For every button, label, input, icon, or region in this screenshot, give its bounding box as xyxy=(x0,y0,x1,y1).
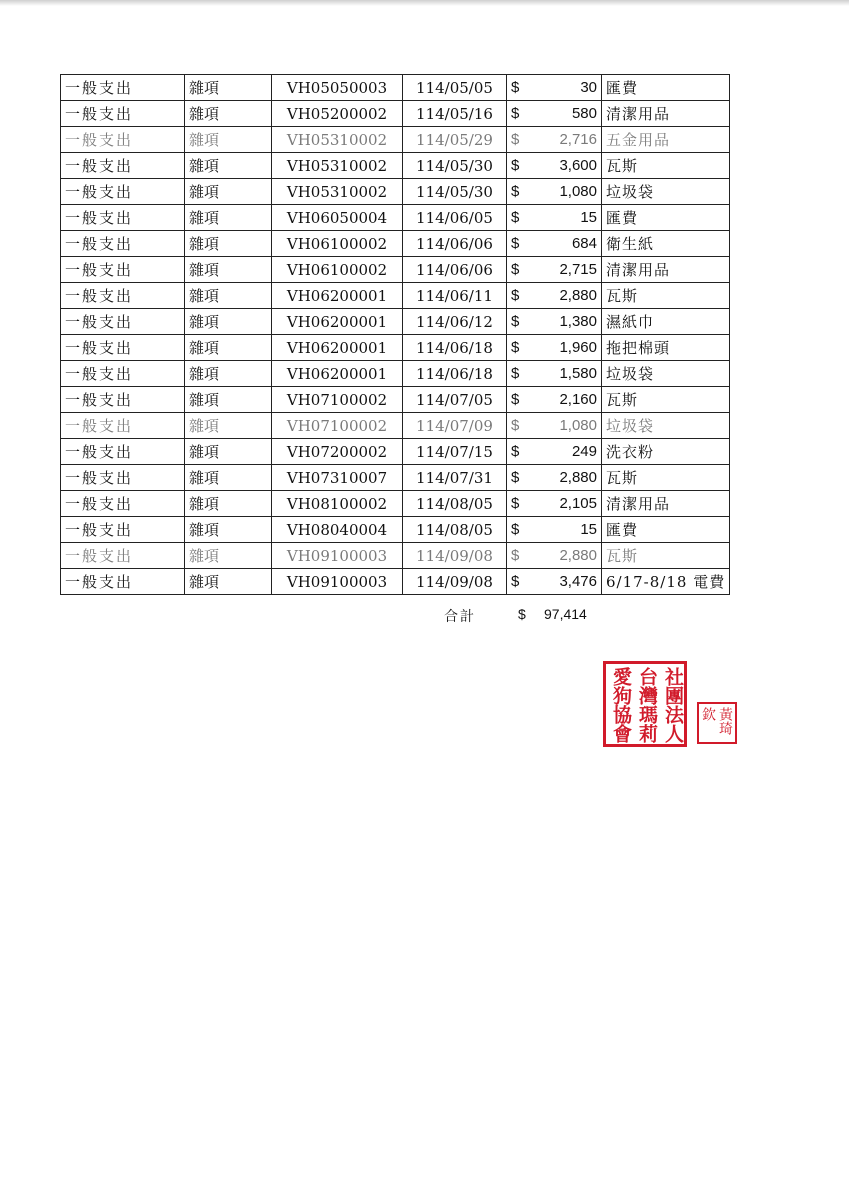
date-cell: 114/05/16 xyxy=(403,101,507,127)
seal-column: 愛狗協會 xyxy=(610,667,632,743)
category-cell: 雜項 xyxy=(185,153,272,179)
description-cell: 洗衣粉 xyxy=(602,439,730,465)
currency-symbol: $ xyxy=(511,157,520,174)
category-cell: 雜項 xyxy=(185,257,272,283)
seal-column: 台灣瑪莉 xyxy=(636,667,658,743)
table-row xyxy=(61,101,730,127)
date-cell: 114/06/18 xyxy=(403,361,507,387)
amount-cell xyxy=(507,205,602,231)
date-cell: 114/09/08 xyxy=(403,543,507,569)
amount-value: 249 xyxy=(571,443,597,460)
currency-symbol: $ xyxy=(511,365,520,382)
currency-symbol: $ xyxy=(511,209,520,226)
expense-type-cell: 一般支出 xyxy=(61,127,185,153)
currency-symbol: $ xyxy=(511,573,520,590)
amount-value: 3,476 xyxy=(559,573,597,590)
amount-cell xyxy=(507,231,602,257)
amount-cell xyxy=(507,127,602,153)
scan-edge xyxy=(0,0,849,6)
date-cell: 114/07/05 xyxy=(403,387,507,413)
table-row xyxy=(61,361,730,387)
currency-symbol: $ xyxy=(511,79,520,96)
amount-cell xyxy=(507,491,602,517)
amount-value: 30 xyxy=(580,79,597,96)
description-cell: 瓦斯 xyxy=(602,153,730,179)
date-cell: 114/05/05 xyxy=(403,75,507,101)
expense-type-cell: 一般支出 xyxy=(61,413,185,439)
expense-type-cell: 一般支出 xyxy=(61,75,185,101)
amount-cell xyxy=(507,335,602,361)
amount-value: 2,160 xyxy=(559,391,597,408)
voucher-number-cell: VH06200001 xyxy=(272,283,403,309)
voucher-number-cell: VH06050004 xyxy=(272,205,403,231)
voucher-number-cell: VH07200002 xyxy=(272,439,403,465)
amount-cell xyxy=(507,283,602,309)
expense-type-cell: 一般支出 xyxy=(61,465,185,491)
voucher-number-cell: VH05310002 xyxy=(272,127,403,153)
category-cell: 雜項 xyxy=(185,439,272,465)
voucher-number-cell: VH07310007 xyxy=(272,465,403,491)
amount-value: 2,105 xyxy=(559,495,597,512)
amount-cell xyxy=(507,387,602,413)
category-cell: 雜項 xyxy=(185,517,272,543)
currency-symbol: $ xyxy=(511,131,520,148)
voucher-number-cell: VH08100002 xyxy=(272,491,403,517)
amount-cell xyxy=(507,257,602,283)
description-cell: 瓦斯 xyxy=(602,387,730,413)
voucher-number-cell: VH09100003 xyxy=(272,543,403,569)
table-row xyxy=(61,75,730,101)
date-cell: 114/06/05 xyxy=(403,205,507,231)
expense-type-cell: 一般支出 xyxy=(61,491,185,517)
amount-value: 1,580 xyxy=(559,365,597,382)
total-row xyxy=(440,606,700,628)
category-cell: 雜項 xyxy=(185,413,272,439)
description-cell: 瓦斯 xyxy=(602,543,730,569)
category-cell: 雜項 xyxy=(185,75,272,101)
currency-symbol: $ xyxy=(511,105,520,122)
amount-value: 1,080 xyxy=(559,417,597,434)
expense-type-cell: 一般支出 xyxy=(61,283,185,309)
description-cell: 6/17-8/18 電費 xyxy=(602,569,730,595)
category-cell: 雜項 xyxy=(185,387,272,413)
amount-cell xyxy=(507,153,602,179)
expense-type-cell: 一般支出 xyxy=(61,335,185,361)
description-cell: 五金用品 xyxy=(602,127,730,153)
currency-symbol: $ xyxy=(511,287,520,304)
description-cell: 垃圾袋 xyxy=(602,413,730,439)
currency-symbol: $ xyxy=(511,469,520,486)
date-cell: 114/09/08 xyxy=(403,569,507,595)
amount-value: 1,080 xyxy=(559,183,597,200)
amount-cell xyxy=(507,517,602,543)
description-cell: 瓦斯 xyxy=(602,465,730,491)
seal-column: 社團法人 xyxy=(662,667,684,743)
amount-value: 3,600 xyxy=(559,157,597,174)
date-cell: 114/05/30 xyxy=(403,153,507,179)
description-cell: 衛生紙 xyxy=(602,231,730,257)
currency-symbol: $ xyxy=(511,391,520,408)
date-cell: 114/06/12 xyxy=(403,309,507,335)
amount-cell xyxy=(507,569,602,595)
amount-value: 2,880 xyxy=(559,469,597,486)
table-row xyxy=(61,205,730,231)
category-cell: 雜項 xyxy=(185,179,272,205)
date-cell: 114/06/11 xyxy=(403,283,507,309)
category-cell: 雜項 xyxy=(185,127,272,153)
amount-cell xyxy=(507,309,602,335)
category-cell: 雜項 xyxy=(185,465,272,491)
date-cell: 114/08/05 xyxy=(403,491,507,517)
voucher-number-cell: VH07100002 xyxy=(272,387,403,413)
table-row xyxy=(61,179,730,205)
currency-symbol: $ xyxy=(511,443,520,460)
currency-symbol: $ xyxy=(511,547,520,564)
amount-value: 684 xyxy=(571,235,597,252)
currency-symbol: $ xyxy=(511,339,520,356)
amount-value: 1,380 xyxy=(559,313,597,330)
voucher-number-cell: VH05310002 xyxy=(272,179,403,205)
amount-value: 15 xyxy=(580,209,597,226)
description-cell: 瓦斯 xyxy=(602,283,730,309)
currency-symbol: $ xyxy=(511,183,520,200)
total-amount: 97,414 xyxy=(544,606,587,622)
date-cell: 114/07/15 xyxy=(403,439,507,465)
table-row xyxy=(61,309,730,335)
voucher-number-cell: VH05200002 xyxy=(272,101,403,127)
table-row xyxy=(61,543,730,569)
seal-column: 欽 xyxy=(700,707,716,721)
date-cell: 114/06/06 xyxy=(403,231,507,257)
amount-value: 2,716 xyxy=(559,131,597,148)
category-cell: 雜項 xyxy=(185,309,272,335)
organization-seal xyxy=(603,661,687,747)
table-row xyxy=(61,335,730,361)
ledger-body xyxy=(61,75,730,595)
currency-symbol: $ xyxy=(511,495,520,512)
expense-type-cell: 一般支出 xyxy=(61,101,185,127)
expense-type-cell: 一般支出 xyxy=(61,309,185,335)
amount-cell xyxy=(507,361,602,387)
description-cell: 濕紙巾 xyxy=(602,309,730,335)
expense-type-cell: 一般支出 xyxy=(61,387,185,413)
amount-value: 1,960 xyxy=(559,339,597,356)
date-cell: 114/05/30 xyxy=(403,179,507,205)
amount-value: 2,880 xyxy=(559,287,597,304)
expense-type-cell: 一般支出 xyxy=(61,439,185,465)
expense-type-cell: 一般支出 xyxy=(61,153,185,179)
voucher-number-cell: VH06200001 xyxy=(272,361,403,387)
table-row xyxy=(61,491,730,517)
voucher-number-cell: VH06200001 xyxy=(272,309,403,335)
description-cell: 匯費 xyxy=(602,517,730,543)
table-row xyxy=(61,153,730,179)
date-cell: 114/05/29 xyxy=(403,127,507,153)
category-cell: 雜項 xyxy=(185,361,272,387)
expense-type-cell: 一般支出 xyxy=(61,569,185,595)
category-cell: 雜項 xyxy=(185,491,272,517)
description-cell: 匯費 xyxy=(602,205,730,231)
expense-type-cell: 一般支出 xyxy=(61,231,185,257)
expense-type-cell: 一般支出 xyxy=(61,517,185,543)
expense-type-cell: 一般支出 xyxy=(61,543,185,569)
table-row xyxy=(61,569,730,595)
description-cell: 垃圾袋 xyxy=(602,179,730,205)
category-cell: 雜項 xyxy=(185,335,272,361)
currency-symbol: $ xyxy=(511,417,520,434)
date-cell: 114/07/09 xyxy=(403,413,507,439)
amount-cell xyxy=(507,413,602,439)
table-row xyxy=(61,257,730,283)
amount-cell xyxy=(507,75,602,101)
amount-value: 580 xyxy=(571,105,597,122)
expense-type-cell: 一般支出 xyxy=(61,205,185,231)
table-row xyxy=(61,387,730,413)
description-cell: 清潔用品 xyxy=(602,491,730,517)
description-cell: 垃圾袋 xyxy=(602,361,730,387)
amount-cell xyxy=(507,465,602,491)
amount-value: 15 xyxy=(580,521,597,538)
amount-cell xyxy=(507,543,602,569)
amount-cell xyxy=(507,101,602,127)
personal-seal xyxy=(697,702,737,744)
table-row xyxy=(61,465,730,491)
table-row xyxy=(61,413,730,439)
category-cell: 雜項 xyxy=(185,283,272,309)
amount-value: 2,880 xyxy=(559,547,597,564)
expense-type-cell: 一般支出 xyxy=(61,361,185,387)
amount-cell xyxy=(507,179,602,205)
expense-ledger-table xyxy=(60,74,730,595)
category-cell: 雜項 xyxy=(185,543,272,569)
table-row xyxy=(61,231,730,257)
voucher-number-cell: VH05050003 xyxy=(272,75,403,101)
table-row xyxy=(61,283,730,309)
date-cell: 114/07/31 xyxy=(403,465,507,491)
amount-cell xyxy=(507,439,602,465)
voucher-number-cell: VH08040004 xyxy=(272,517,403,543)
voucher-number-cell: VH06100002 xyxy=(272,257,403,283)
category-cell: 雜項 xyxy=(185,205,272,231)
category-cell: 雜項 xyxy=(185,569,272,595)
voucher-number-cell: VH09100003 xyxy=(272,569,403,595)
voucher-number-cell: VH06100002 xyxy=(272,231,403,257)
date-cell: 114/06/18 xyxy=(403,335,507,361)
description-cell: 清潔用品 xyxy=(602,101,730,127)
total-label: 合計 xyxy=(444,609,476,625)
total-currency: $ xyxy=(518,606,526,622)
category-cell: 雜項 xyxy=(185,101,272,127)
currency-symbol: $ xyxy=(511,261,520,278)
description-cell: 拖把棉頭 xyxy=(602,335,730,361)
date-cell: 114/06/06 xyxy=(403,257,507,283)
currency-symbol: $ xyxy=(511,521,520,538)
table-row xyxy=(61,517,730,543)
table-row xyxy=(61,439,730,465)
description-cell: 匯費 xyxy=(602,75,730,101)
currency-symbol: $ xyxy=(511,235,520,252)
expense-type-cell: 一般支出 xyxy=(61,179,185,205)
expense-type-cell: 一般支出 xyxy=(61,257,185,283)
date-cell: 114/08/05 xyxy=(403,517,507,543)
seal-column: 黃琦 xyxy=(717,707,733,735)
description-cell: 清潔用品 xyxy=(602,257,730,283)
voucher-number-cell: VH07100002 xyxy=(272,413,403,439)
voucher-number-cell: VH06200001 xyxy=(272,335,403,361)
currency-symbol: $ xyxy=(511,313,520,330)
table-row xyxy=(61,127,730,153)
category-cell: 雜項 xyxy=(185,231,272,257)
voucher-number-cell: VH05310002 xyxy=(272,153,403,179)
amount-value: 2,715 xyxy=(559,261,597,278)
